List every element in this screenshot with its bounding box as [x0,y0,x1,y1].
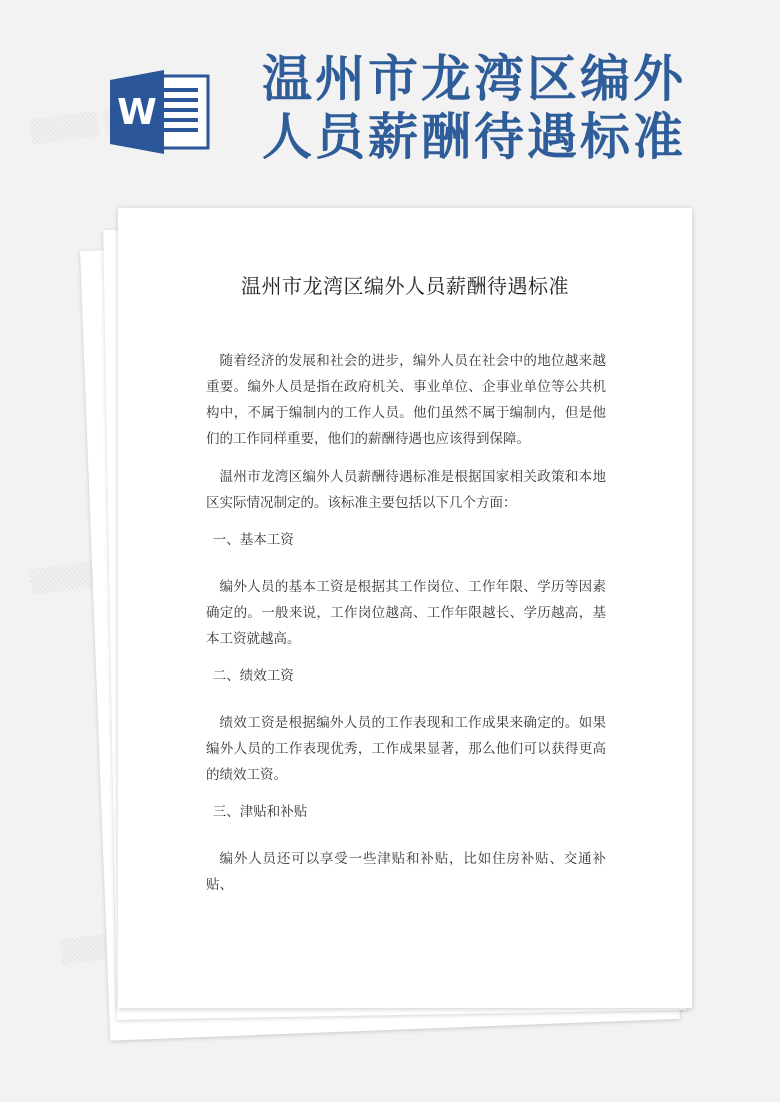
section-heading-performance-pay: 二、绩效工资 [212,668,294,684]
banner-title-line1: 温州市龙湾区编外 [262,50,686,108]
paragraph-overview: 温州市龙湾区编外人员薪酬待遇标准是根据国家相关政策和本地区实际情况制定的。该标准主要包括以下几个方面： [206,469,606,511]
paragraph-performance-pay: 绩效工资是根据编外人员的工作表现和工作成果来确定的。如果编外人员的工作表现优秀，工作成果显著，那么他们可以获得更高的绩效工资。 [206,715,606,783]
document-page [118,208,692,1008]
paragraph-allowances: 编外人员还可以享受一些津贴和补贴，比如住房补贴、交通补贴、 [206,851,606,893]
document-body [206,348,606,910]
paragraph-basic-salary: 编外人员的基本工资是根据其工作岗位、工作年限、学历等因素确定的。一般来说，工作岗位越高、工作年限越长、学历越高，基本工资就越高。 [206,579,606,647]
section-heading-allowances: 三、津贴和补贴 [212,804,308,820]
banner-title [262,50,762,166]
header-banner [0,0,780,200]
word-document-icon [110,70,212,154]
document-title: 温州市龙湾区编外人员薪酬待遇标准 [241,274,569,298]
section-heading-basic-salary: 一、基本工资 [212,532,294,548]
svg-text:W: W [117,92,157,133]
banner-title-line2: 人员薪酬待遇标准 [262,108,686,166]
paragraph-intro: 随着经济的发展和社会的进步，编外人员在社会中的地位越来越重要。编外人员是指在政府机关、事业单位、企事业单位等公共机构中，不属于编制内的工作人员。他们虽然不属于编制内，但是他们的工作同样重要，他们的薪酬待遇也应该得到保障。 [206,353,606,447]
